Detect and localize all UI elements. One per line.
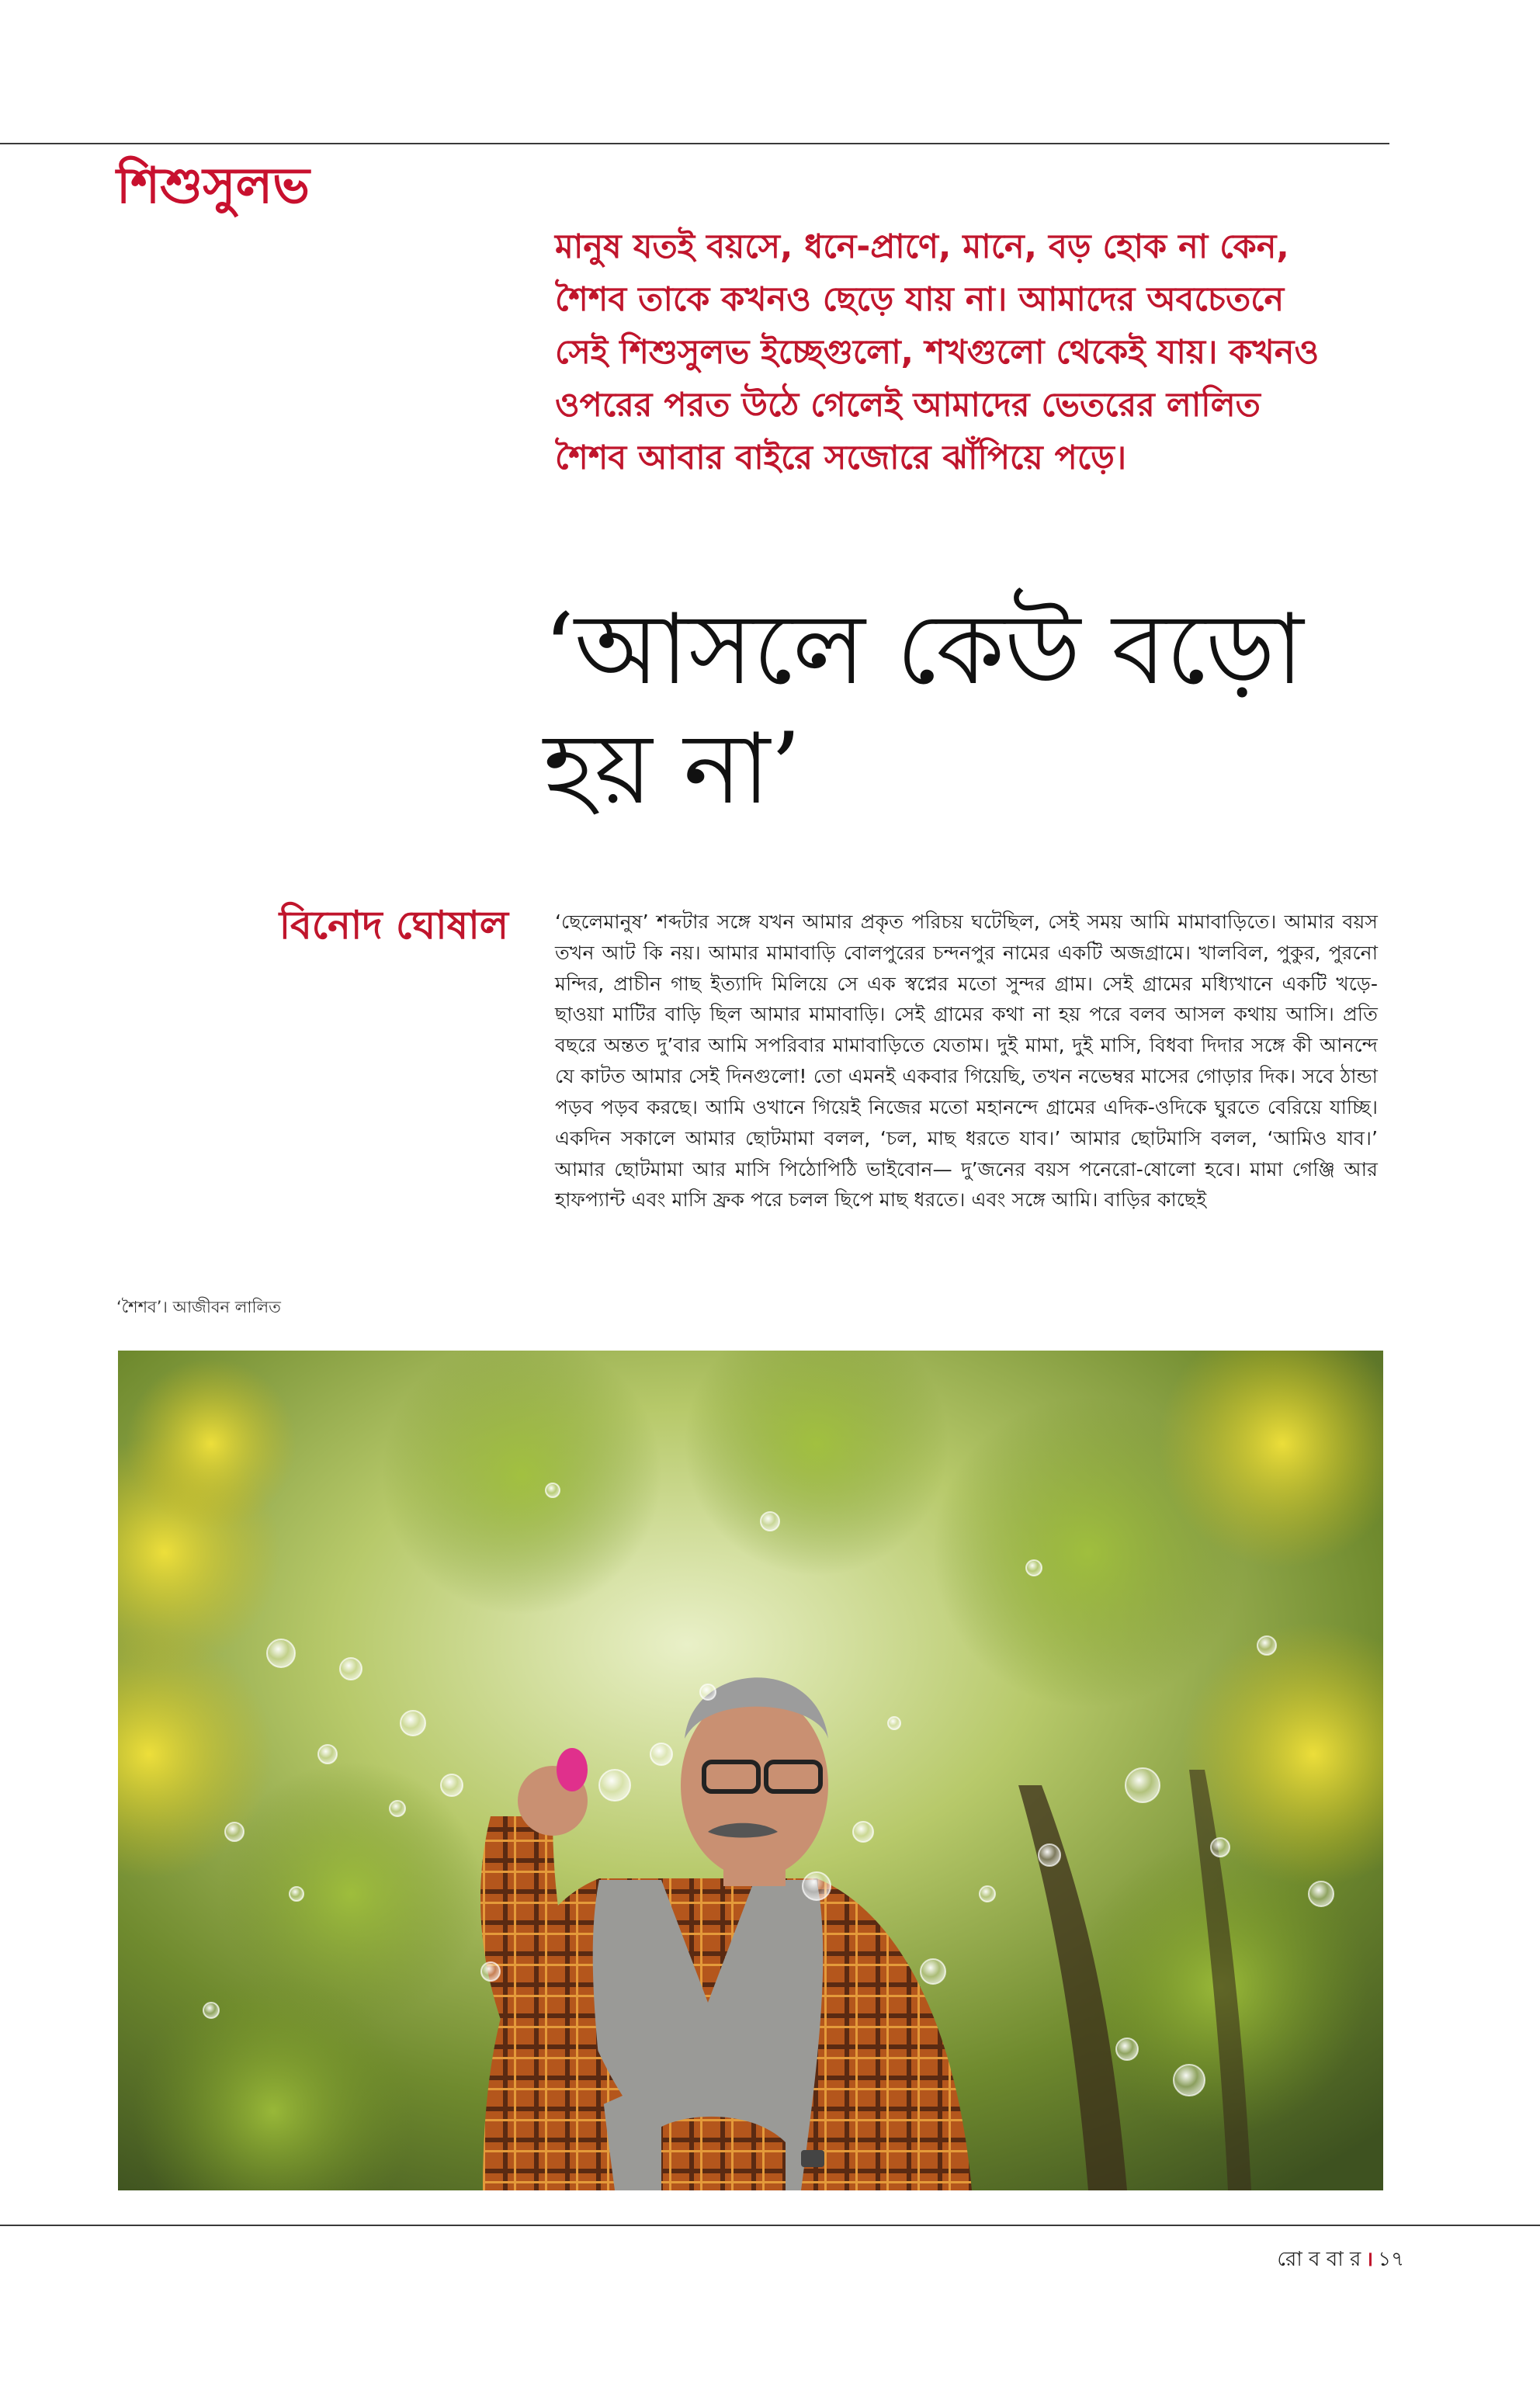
section-tag: শিশুসুলভ (116, 158, 310, 215)
top-rule (0, 143, 1389, 144)
photo-illustration (118, 1351, 1383, 2190)
footer-separator: । (1365, 2248, 1374, 2271)
page-footer (1277, 2243, 1404, 2277)
photo-caption: ‘শৈশব’। আজীবন লালিত (116, 1298, 281, 1316)
magazine-name: রো ব বা র (1277, 2248, 1361, 2271)
bottom-rule (0, 2225, 1540, 2226)
author-byline: বিনোদ ঘোষাল (279, 903, 508, 948)
article-body: ‘ছেলেমানুষ’ শব্দটার সঙ্গে যখন আমার প্রকৃত পরিচয় ঘটেছিল, সেই সময় আমি মামাবাড়িতে। আমার বয়স তখন আট কি নয়। আমার মামাবাড়ি বোলপুরের চন্দনপুর নামের একটি অজগ্রামে। খালবিল, পুকুর, পুরনো মন্দির, প্রাচীন গাছ ইত্যাদি মিলিয়ে সে এক স্বপ্নের মতো সুন্দর গ্রাম। সেই গ্রামের মধ্যিখানে একটি খড়ে-ছাওয়া মাটির বাড়ি ছিল আমার মামাবাড়ি। সেই গ্রামের কথা না হয় পরে বলব আসল কথায় আসি। প্রতি বছরে অন্তত দু’বার আমি সপরিবার মামাবাড়িতে যেতাম। দুই মামা, দুই মাসি, বিধবা দিদার সঙ্গে কী আনন্দে যে কাটত আমার সেই দিনগুলো! তো এমনই একবার গিয়েছি, তখন নভেম্বর মাসের গোড়ার দিক। সবে ঠান্ডা পড়ব পড়ব করছে। আমি ওখানে গিয়েই নিজের মতো মহানন্দে গ্রামের এদিক-ওদিকে ঘুরতে বেরিয়ে যাচ্ছি। একদিন সকালে আমার ছোটমামা বলল, ‘চল, মাছ ধরতে যাব।’ আমার ছোটমাসি বলল, ‘আমিও যাব।’ আমার ছোটমামা আর মাসি পিঠোপিঠি ভাইবোন— দু’জনের বয়স পনেরো-ষোলো হবে। মামা গেঞ্জি আর হাফপ্যান্ট এবং মাসি ফ্রক পরে চলল ছিপে মাছ ধরতে। এবং সঙ্গে আমি। বাড়ির কাছেই (555, 910, 1378, 1212)
headline: ‘আসলে কেউ বড়ো হয় না’ (543, 592, 1304, 826)
article-photo (118, 1351, 1383, 2190)
page-number: ১৭ (1378, 2248, 1404, 2271)
intro-blurb: মানুষ যতই বয়সে, ধনে-প্রাণে, মানে, বড় হোক না কেন, শৈশব তাকে কখনও ছেড়ে যায় না। আমাদের অবচেতনে সেই শিশুসুলভ ইচ্ছেগুলো, শখগুলো থেকেই যায়। কখনও ওপরের পরত উঠে গেলেই আমাদের ভেতরের লালিত শৈশব আবার বাইরে সজোরে ঝাঁপিয়ে পড়ে। (555, 227, 1320, 477)
